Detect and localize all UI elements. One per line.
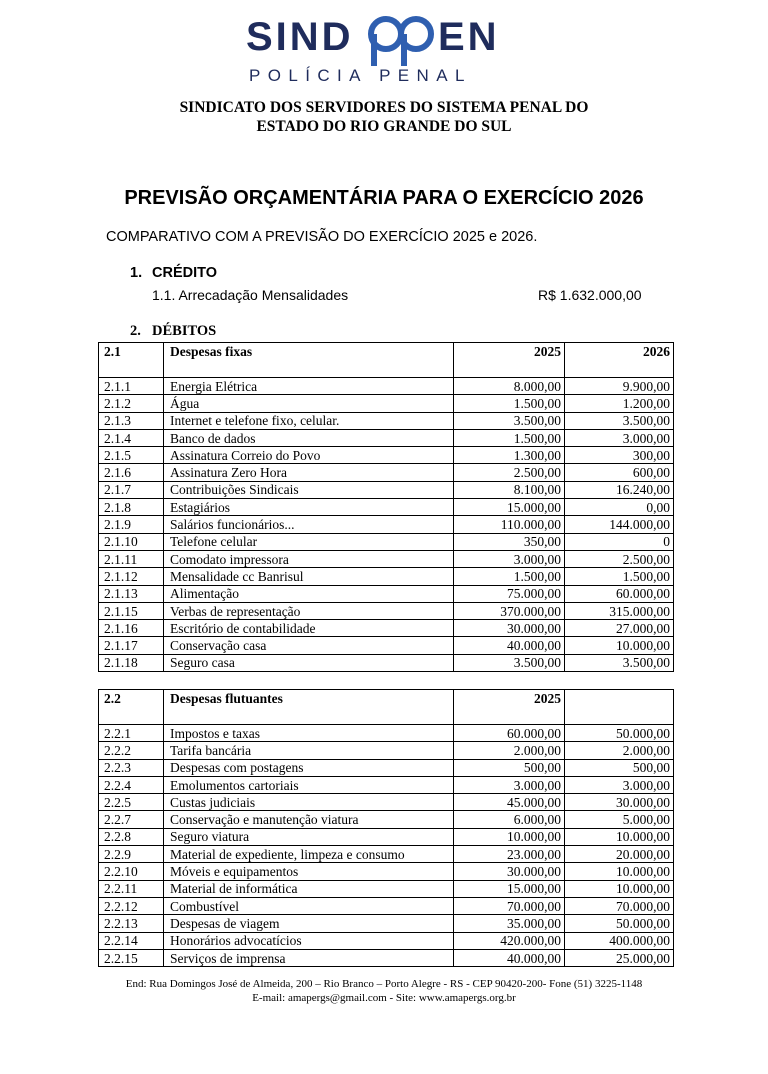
row-value-2026: 0 bbox=[565, 533, 674, 550]
row-value-2025: 35.000,00 bbox=[454, 915, 565, 932]
row-value-2025: 370.000,00 bbox=[454, 602, 565, 619]
row-description: Escritório de contabilidade bbox=[164, 620, 454, 637]
row-value-2025: 350,00 bbox=[454, 533, 565, 550]
svg-text:EN: EN bbox=[438, 15, 500, 59]
row-description: Alimentação bbox=[164, 585, 454, 602]
table-row bbox=[99, 464, 674, 481]
row-code: 2.2.8 bbox=[99, 828, 164, 845]
row-description: Emolumentos cartoriais bbox=[164, 776, 454, 793]
page-title: PREVISÃO ORÇAMENTÁRIA PARA O EXERCÍCIO 2026 bbox=[124, 187, 644, 209]
row-value-2025: 420.000,00 bbox=[454, 932, 565, 949]
row-description: Telefone celular bbox=[164, 533, 454, 550]
logo-tagline: POLÍCIA PENAL bbox=[249, 66, 472, 85]
table-row bbox=[99, 395, 674, 412]
row-value-2025: 3.500,00 bbox=[454, 654, 565, 671]
table-row bbox=[99, 550, 674, 567]
table-row bbox=[99, 742, 674, 759]
fixed-expenses-table bbox=[98, 342, 674, 672]
section-number: 2. bbox=[130, 323, 141, 339]
table-header-row bbox=[99, 343, 674, 378]
row-value-2026: 2.500,00 bbox=[565, 550, 674, 567]
row-value-2026: 400.000,00 bbox=[565, 932, 674, 949]
logo-mark-icon bbox=[246, 8, 516, 68]
row-description: Combustível bbox=[164, 897, 454, 914]
row-value-2025: 60.000,00 bbox=[454, 725, 565, 742]
row-value-2026: 1.200,00 bbox=[565, 395, 674, 412]
row-value-2026: 10.000,00 bbox=[565, 637, 674, 654]
table-row bbox=[99, 568, 674, 585]
header-year-blank bbox=[565, 690, 674, 725]
row-code: 2.1.3 bbox=[99, 412, 164, 429]
org-name-line1: SINDICATO DOS SERVIDORES DO SISTEMA PENAL DO bbox=[179, 99, 589, 116]
row-value-2026: 3.000,00 bbox=[565, 429, 674, 446]
section-debitos-heading bbox=[130, 323, 216, 340]
table-row bbox=[99, 949, 674, 966]
table-row bbox=[99, 828, 674, 845]
row-value-2025: 45.000,00 bbox=[454, 794, 565, 811]
row-description: Conservação e manutenção viatura bbox=[164, 811, 454, 828]
row-value-2025: 15.000,00 bbox=[454, 499, 565, 516]
header-year-2025: 2025 bbox=[454, 690, 565, 725]
row-description: Internet e telefone fixo, celular. bbox=[164, 412, 454, 429]
row-value-2025: 70.000,00 bbox=[454, 897, 565, 914]
section-title: CRÉDITO bbox=[152, 265, 217, 281]
row-description: Impostos e taxas bbox=[164, 725, 454, 742]
row-code: 2.2.13 bbox=[99, 915, 164, 932]
row-description: Banco de dados bbox=[164, 429, 454, 446]
row-code: 2.2.10 bbox=[99, 863, 164, 880]
row-value-2026: 70.000,00 bbox=[565, 897, 674, 914]
row-value-2025: 6.000,00 bbox=[454, 811, 565, 828]
row-value-2026: 27.000,00 bbox=[565, 620, 674, 637]
row-description: Tarifa bancária bbox=[164, 742, 454, 759]
row-value-2026: 2.000,00 bbox=[565, 742, 674, 759]
table-row bbox=[99, 654, 674, 671]
row-value-2025: 8.000,00 bbox=[454, 378, 565, 395]
header-code: 2.1 bbox=[99, 343, 164, 378]
row-value-2026: 0,00 bbox=[565, 499, 674, 516]
row-code: 2.1.5 bbox=[99, 447, 164, 464]
row-code: 2.2.4 bbox=[99, 776, 164, 793]
row-description: Assinatura Zero Hora bbox=[164, 464, 454, 481]
row-value-2026: 60.000,00 bbox=[565, 585, 674, 602]
header-code: 2.2 bbox=[99, 690, 164, 725]
row-code: 2.1.11 bbox=[99, 550, 164, 567]
row-value-2026: 50.000,00 bbox=[565, 915, 674, 932]
row-value-2025: 500,00 bbox=[454, 759, 565, 776]
row-code: 2.1.2 bbox=[99, 395, 164, 412]
svg-text:SIND: SIND bbox=[246, 15, 354, 59]
row-code: 2.2.12 bbox=[99, 897, 164, 914]
credit-item-value: R$ 1.632.000,00 bbox=[538, 287, 642, 303]
row-value-2025: 40.000,00 bbox=[454, 637, 565, 654]
row-value-2025: 3.000,00 bbox=[454, 776, 565, 793]
row-value-2026: 50.000,00 bbox=[565, 725, 674, 742]
row-code: 2.1.13 bbox=[99, 585, 164, 602]
table-row bbox=[99, 776, 674, 793]
row-value-2026: 30.000,00 bbox=[565, 794, 674, 811]
row-description: Serviços de imprensa bbox=[164, 949, 454, 966]
footer-contact: E-mail: amapergs@gmail.com - Site: www.amapergs.org.br bbox=[252, 992, 516, 1004]
table-row bbox=[99, 533, 674, 550]
table-row bbox=[99, 637, 674, 654]
row-code: 2.1.18 bbox=[99, 654, 164, 671]
row-value-2025: 1.500,00 bbox=[454, 568, 565, 585]
row-description: Assinatura Correio do Povo bbox=[164, 447, 454, 464]
row-description: Custas judiciais bbox=[164, 794, 454, 811]
row-description: Material de informática bbox=[164, 880, 454, 897]
row-code: 2.2.15 bbox=[99, 949, 164, 966]
sindppen-logo bbox=[246, 8, 516, 85]
row-code: 2.1.12 bbox=[99, 568, 164, 585]
table-row bbox=[99, 846, 674, 863]
row-value-2026: 25.000,00 bbox=[565, 949, 674, 966]
org-name-line2: ESTADO DO RIO GRANDE DO SUL bbox=[256, 118, 512, 135]
row-description: Conservação casa bbox=[164, 637, 454, 654]
table-row bbox=[99, 880, 674, 897]
row-value-2026: 10.000,00 bbox=[565, 880, 674, 897]
section-credito-heading bbox=[130, 265, 217, 281]
row-code: 2.2.11 bbox=[99, 880, 164, 897]
row-description: Energia Elétrica bbox=[164, 378, 454, 395]
table-row bbox=[99, 429, 674, 446]
row-code: 2.2.7 bbox=[99, 811, 164, 828]
row-value-2025: 10.000,00 bbox=[454, 828, 565, 845]
row-code: 2.1.10 bbox=[99, 533, 164, 550]
row-code: 2.2.5 bbox=[99, 794, 164, 811]
row-code: 2.1.7 bbox=[99, 481, 164, 498]
table-row bbox=[99, 516, 674, 533]
credit-item-label: 1.1. Arrecadação Mensalidades bbox=[152, 287, 349, 303]
row-code: 2.1.17 bbox=[99, 637, 164, 654]
row-description: Estagiários bbox=[164, 499, 454, 516]
table-row bbox=[99, 378, 674, 395]
row-value-2026: 10.000,00 bbox=[565, 863, 674, 880]
row-value-2026: 20.000,00 bbox=[565, 846, 674, 863]
row-value-2026: 1.500,00 bbox=[565, 568, 674, 585]
footer-address: End: Rua Domingos José de Almeida, 200 – Rio Branco – Porto Alegre - RS - CEP 90420-200- Fone (51) 3225-1148 bbox=[125, 978, 643, 990]
row-description: Água bbox=[164, 395, 454, 412]
row-value-2026: 3.500,00 bbox=[565, 654, 674, 671]
header-label: Despesas fixas bbox=[164, 343, 454, 378]
table-row bbox=[99, 759, 674, 776]
row-description: Despesas de viagem bbox=[164, 915, 454, 932]
row-code: 2.2.14 bbox=[99, 932, 164, 949]
row-code: 2.2.3 bbox=[99, 759, 164, 776]
header-year-2026: 2026 bbox=[565, 343, 674, 378]
table-row bbox=[99, 932, 674, 949]
row-description: Material de expediente, limpeza e consumo bbox=[164, 846, 454, 863]
table-row bbox=[99, 412, 674, 429]
row-value-2025: 15.000,00 bbox=[454, 880, 565, 897]
page-subtitle: COMPARATIVO COM A PREVISÃO DO EXERCÍCIO 2025 e 2026. bbox=[106, 229, 538, 245]
row-code: 2.1.9 bbox=[99, 516, 164, 533]
row-code: 2.1.8 bbox=[99, 499, 164, 516]
row-value-2026: 16.240,00 bbox=[565, 481, 674, 498]
row-value-2026: 10.000,00 bbox=[565, 828, 674, 845]
table-row bbox=[99, 863, 674, 880]
header-year-2025: 2025 bbox=[454, 343, 565, 378]
row-value-2026: 500,00 bbox=[565, 759, 674, 776]
row-description: Mensalidade cc Banrisul bbox=[164, 568, 454, 585]
row-value-2025: 30.000,00 bbox=[454, 620, 565, 637]
row-value-2026: 144.000,00 bbox=[565, 516, 674, 533]
fixed-expenses-body bbox=[99, 343, 674, 672]
floating-expenses-body bbox=[99, 690, 674, 967]
section-number: 1. bbox=[130, 265, 143, 281]
row-code: 2.1.4 bbox=[99, 429, 164, 446]
table-row bbox=[99, 481, 674, 498]
row-value-2025: 3.000,00 bbox=[454, 550, 565, 567]
row-code: 2.1.15 bbox=[99, 602, 164, 619]
table-row bbox=[99, 725, 674, 742]
row-description: Verbas de representação bbox=[164, 602, 454, 619]
table-row bbox=[99, 499, 674, 516]
row-value-2026: 5.000,00 bbox=[565, 811, 674, 828]
row-description: Contribuições Sindicais bbox=[164, 481, 454, 498]
row-description: Seguro casa bbox=[164, 654, 454, 671]
row-code: 2.2.1 bbox=[99, 725, 164, 742]
row-value-2026: 315.000,00 bbox=[565, 602, 674, 619]
row-value-2026: 300,00 bbox=[565, 447, 674, 464]
row-value-2025: 75.000,00 bbox=[454, 585, 565, 602]
row-value-2025: 40.000,00 bbox=[454, 949, 565, 966]
row-code: 2.1.6 bbox=[99, 464, 164, 481]
row-value-2025: 3.500,00 bbox=[454, 412, 565, 429]
row-value-2025: 1.500,00 bbox=[454, 429, 565, 446]
header-label: Despesas flutuantes bbox=[164, 690, 454, 725]
row-code: 2.1.1 bbox=[99, 378, 164, 395]
table-row bbox=[99, 620, 674, 637]
table-row bbox=[99, 794, 674, 811]
table-row bbox=[99, 447, 674, 464]
row-description: Despesas com postagens bbox=[164, 759, 454, 776]
row-value-2025: 8.100,00 bbox=[454, 481, 565, 498]
row-code: 2.2.2 bbox=[99, 742, 164, 759]
row-value-2025: 30.000,00 bbox=[454, 863, 565, 880]
table-row bbox=[99, 915, 674, 932]
table-row bbox=[99, 897, 674, 914]
table-row bbox=[99, 811, 674, 828]
row-value-2025: 2.500,00 bbox=[454, 464, 565, 481]
table-row bbox=[99, 602, 674, 619]
table-row bbox=[99, 585, 674, 602]
row-description: Comodato impressora bbox=[164, 550, 454, 567]
row-value-2026: 3.500,00 bbox=[565, 412, 674, 429]
row-value-2025: 1.300,00 bbox=[454, 447, 565, 464]
row-description: Honorários advocatícios bbox=[164, 932, 454, 949]
floating-expenses-table bbox=[98, 689, 674, 967]
row-value-2025: 2.000,00 bbox=[454, 742, 565, 759]
row-value-2025: 110.000,00 bbox=[454, 516, 565, 533]
row-value-2026: 3.000,00 bbox=[565, 776, 674, 793]
row-value-2025: 23.000,00 bbox=[454, 846, 565, 863]
row-description: Seguro viatura bbox=[164, 828, 454, 845]
row-code: 2.2.9 bbox=[99, 846, 164, 863]
table-header-row bbox=[99, 690, 674, 725]
row-value-2025: 1.500,00 bbox=[454, 395, 565, 412]
row-description: Salários funcionários... bbox=[164, 516, 454, 533]
row-code: 2.1.16 bbox=[99, 620, 164, 637]
row-value-2026: 9.900,00 bbox=[565, 378, 674, 395]
row-value-2026: 600,00 bbox=[565, 464, 674, 481]
row-description: Móveis e equipamentos bbox=[164, 863, 454, 880]
section-title: DÉBITOS bbox=[152, 323, 217, 339]
